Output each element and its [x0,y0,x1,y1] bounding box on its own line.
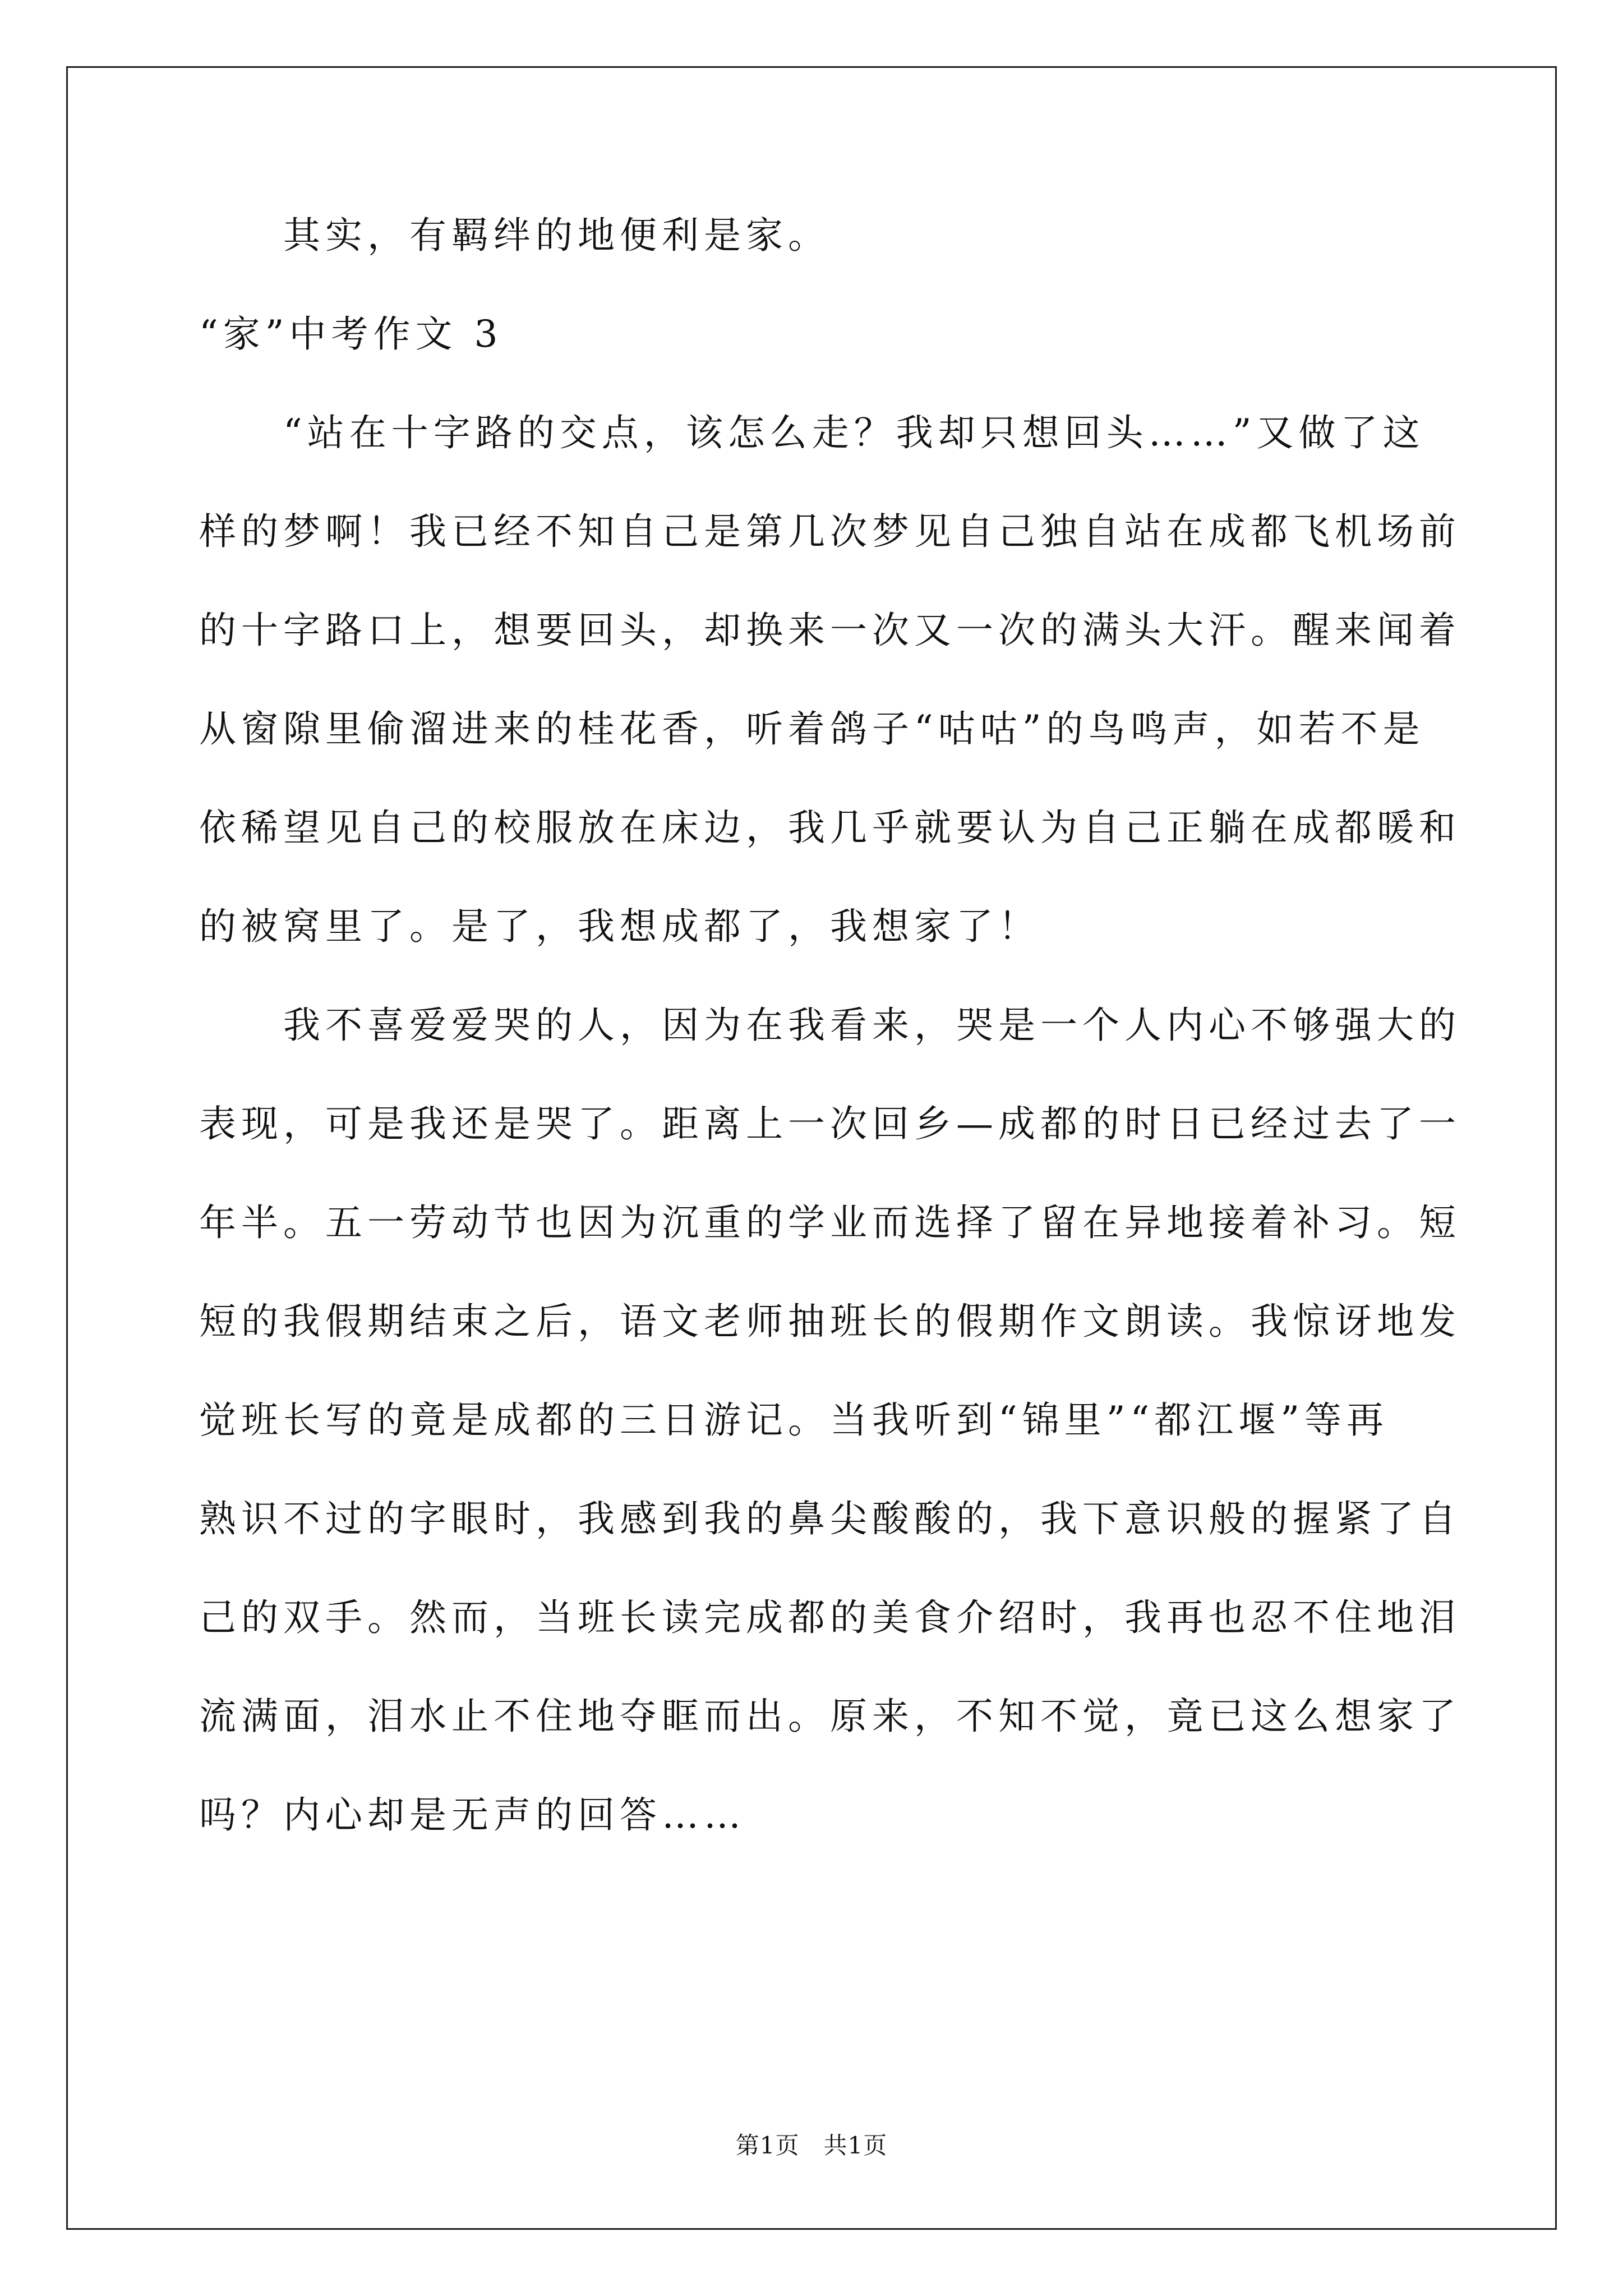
page-number-footer: 第1页 共1页 [735,2132,888,2159]
text-line: 的十字路口上，想要回头，却换来一次又一次的满头大汗。醒来闻着 [199,609,1461,652]
text-line: “站在十字路的交点，该怎么走？我却只想回头……”又做了这 [199,411,1425,454]
text-line: 熟识不过的字眼时，我感到我的鼻尖酸酸的，我下意识般的握紧了自 [199,1497,1461,1540]
text-line: 吗？内心却是无声的回答…… [199,1793,746,1837]
text-line: 年半。五一劳动节也因为沉重的学业而选择了留在异地接着补习。短 [199,1201,1461,1244]
text-line: 觉班长写的竟是成都的三日游记。当我听到“锦里”“都江堰”等再 [199,1398,1389,1442]
text-line: 的被窝里了。是了，我想成都了，我想家了！ [199,905,1040,948]
page-border [66,66,1557,2230]
text-line: 短的我假期结束之后，语文老师抽班长的假期作文朗读。我惊讶地发 [199,1300,1461,1343]
text-line: 流满面，泪水止不住地夺眶而出。原来，不知不觉，竟已这么想家了 [199,1695,1461,1738]
section-heading: “家”中考作文 3 [199,312,503,356]
text-line: 己的双手。然而，当班长读完成都的美食介绍时，我再也忍不住地泪 [199,1596,1461,1639]
text-line: 表现，可是我还是哭了。距离上一次回乡—成都的时日已经过去了一 [199,1102,1461,1145]
text-line: 从窗隙里偷溜进来的桂花香，听着鸽子“咕咕”的鸟鸣声，如若不是 [199,707,1425,751]
text-line: 我不喜爱爱哭的人，因为在我看来，哭是一个人内心不够强大的 [199,1004,1461,1047]
text-line: 其实，有羁绊的地便利是家。 [199,214,830,257]
text-line: 依稀望见自己的校服放在床边，我几乎就要认为自己正躺在成都暖和 [199,806,1461,849]
text-line: 样的梦啊！我已经不知自己是第几次梦见自己独自站在成都飞机场前 [199,510,1461,553]
